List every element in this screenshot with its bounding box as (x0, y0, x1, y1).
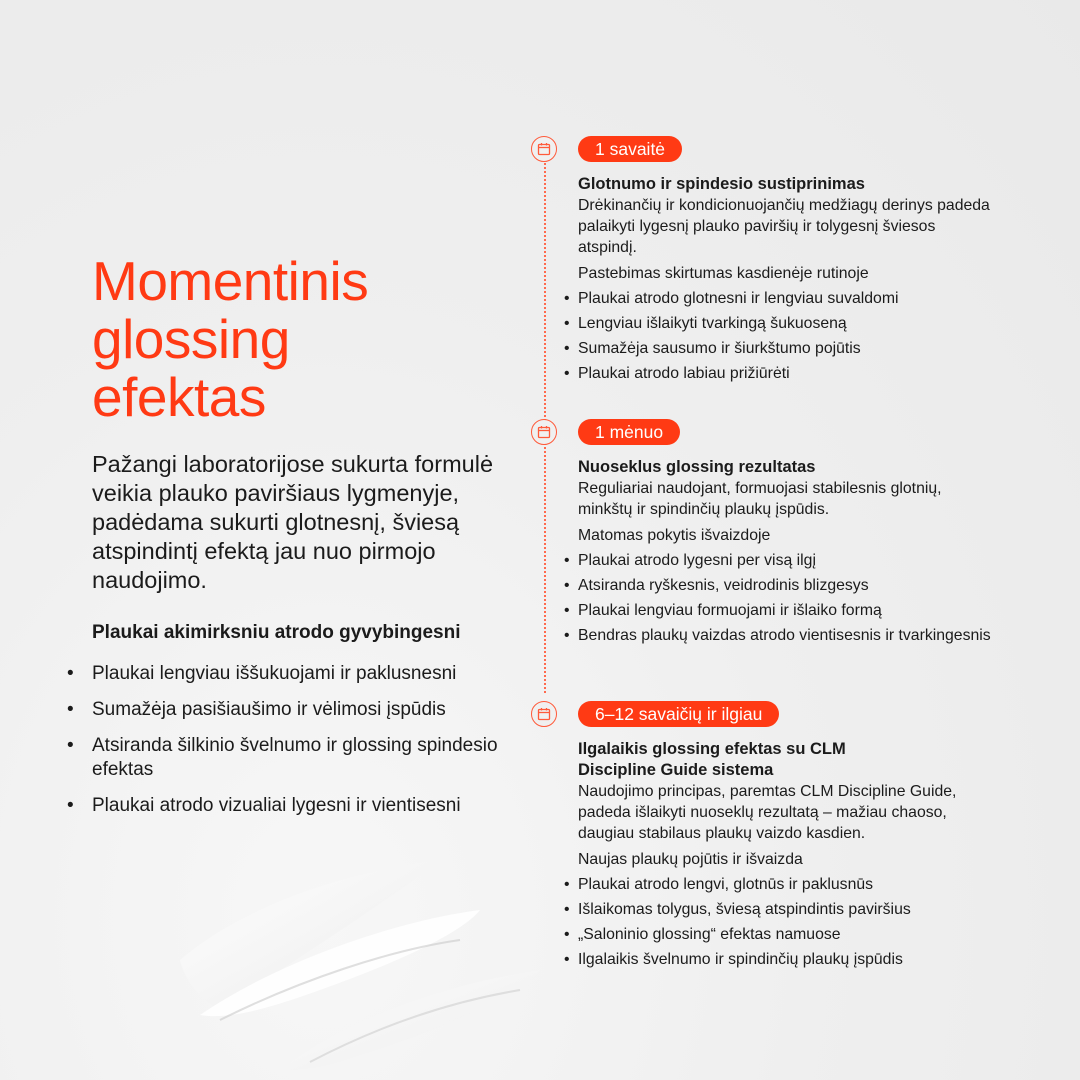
step-title: Glotnumo ir spindesio sustiprinimas (578, 175, 865, 193)
calendar-icon (531, 419, 557, 445)
list-item: • Sumažėja sausumo ir šiurkštumo pojūtis (578, 338, 998, 359)
step-bullet-list (578, 550, 998, 646)
lead-paragraph: Pažangi laboratorijose sukurta formulė veikia plauko paviršiaus lygmenyje, padėdama sukurti glotnesnį, šviesą atspindintį efektą jau nuo pirmojo naudojimo. (92, 451, 494, 593)
headline-line: efektas (92, 366, 266, 428)
calendar-icon (531, 136, 557, 162)
step-description: Reguliariai naudojant, formuojasi stabilesnis glotnių, minkštų ir spindinčių plaukų įspūdis. (578, 480, 942, 518)
headline (92, 252, 522, 426)
list-item: • Atsiranda šilkinio švelnumo ir glossing spindesio efektas (92, 734, 522, 782)
step-note: Naujas plaukų pojūtis ir išvaizda (578, 851, 803, 868)
list-item: • Plaukai atrodo labiau prižiūrėti (578, 363, 998, 384)
step-description: Drėkinančių ir kondicionuojančių medžiagų derinys padeda palaikyti lygesnį plauko paviršių ir tolygesnį šviesos atspindį. (578, 197, 990, 256)
list-item: • Bendras plaukų vaizdas atrodo vientisesnis ir tvarkingesnis (578, 625, 998, 646)
timeline-step (578, 739, 998, 974)
headline-line: Momentinis (92, 250, 369, 312)
list-item: • Plaukai lengviau formuojami ir išlaiko formą (578, 600, 998, 621)
step-title: Ilgalaikis glossing efektas su CLM Discipline Guide sistema (578, 740, 846, 779)
timeline-badge: 1 mėnuo (578, 419, 680, 445)
list-item: • Plaukai atrodo glotnesni ir lengviau suvaldomi (578, 288, 998, 309)
list-item: • Išlaikomas tolygus, šviesą atspindintis paviršius (578, 899, 998, 920)
list-item: • Plaukai lengviau iššukuojami ir paklusnesni (92, 662, 522, 686)
step-description: Naudojimo principas, paremtas CLM Discipline Guide, padeda išlaikyti nuoseklų rezultatą – mažiau chaoso, daugiau stabilaus plaukų vaizdo kasdien. (578, 783, 957, 842)
step-note: Matomas pokytis išvaizdoje (578, 527, 771, 544)
list-item: • Plaukai atrodo vizualiai lygesni ir vientisesni (92, 794, 522, 818)
step-bullet-list (578, 874, 998, 970)
left-subtitle: Plaukai akimirksniu atrodo gyvybingesni (92, 622, 461, 643)
calendar-icon (531, 701, 557, 727)
list-item: • „Saloninio glossing“ efektas namuose (578, 924, 998, 945)
headline-line: glossing (92, 308, 290, 370)
list-item: • Ilgalaikis švelnumo ir spindinčių plaukų įspūdis (578, 949, 998, 970)
list-item: • Sumažėja pasišiaušimo ir vėlimosi įspūdis (92, 698, 522, 722)
step-bullet-list (578, 288, 998, 384)
timeline-step (578, 457, 998, 650)
intro-section (92, 252, 522, 830)
step-title: Nuoseklus glossing rezultatas (578, 458, 816, 476)
list-item: • Lengviau išlaikyti tvarkingą šukuoseną (578, 313, 998, 334)
left-bullet-list (92, 662, 522, 818)
list-item: • Plaukai atrodo lengvi, glotnūs ir paklusnūs (578, 874, 998, 895)
timeline-badge: 1 savaitė (578, 136, 682, 162)
step-note: Pastebimas skirtumas kasdienėje rutinoje (578, 265, 869, 282)
list-item: • Atsiranda ryškesnis, veidrodinis blizgesys (578, 575, 998, 596)
timeline-step (578, 174, 998, 388)
list-item: • Plaukai atrodo lygesni per visą ilgį (578, 550, 998, 571)
timeline-badge: 6–12 savaičių ir ilgiau (578, 701, 779, 727)
